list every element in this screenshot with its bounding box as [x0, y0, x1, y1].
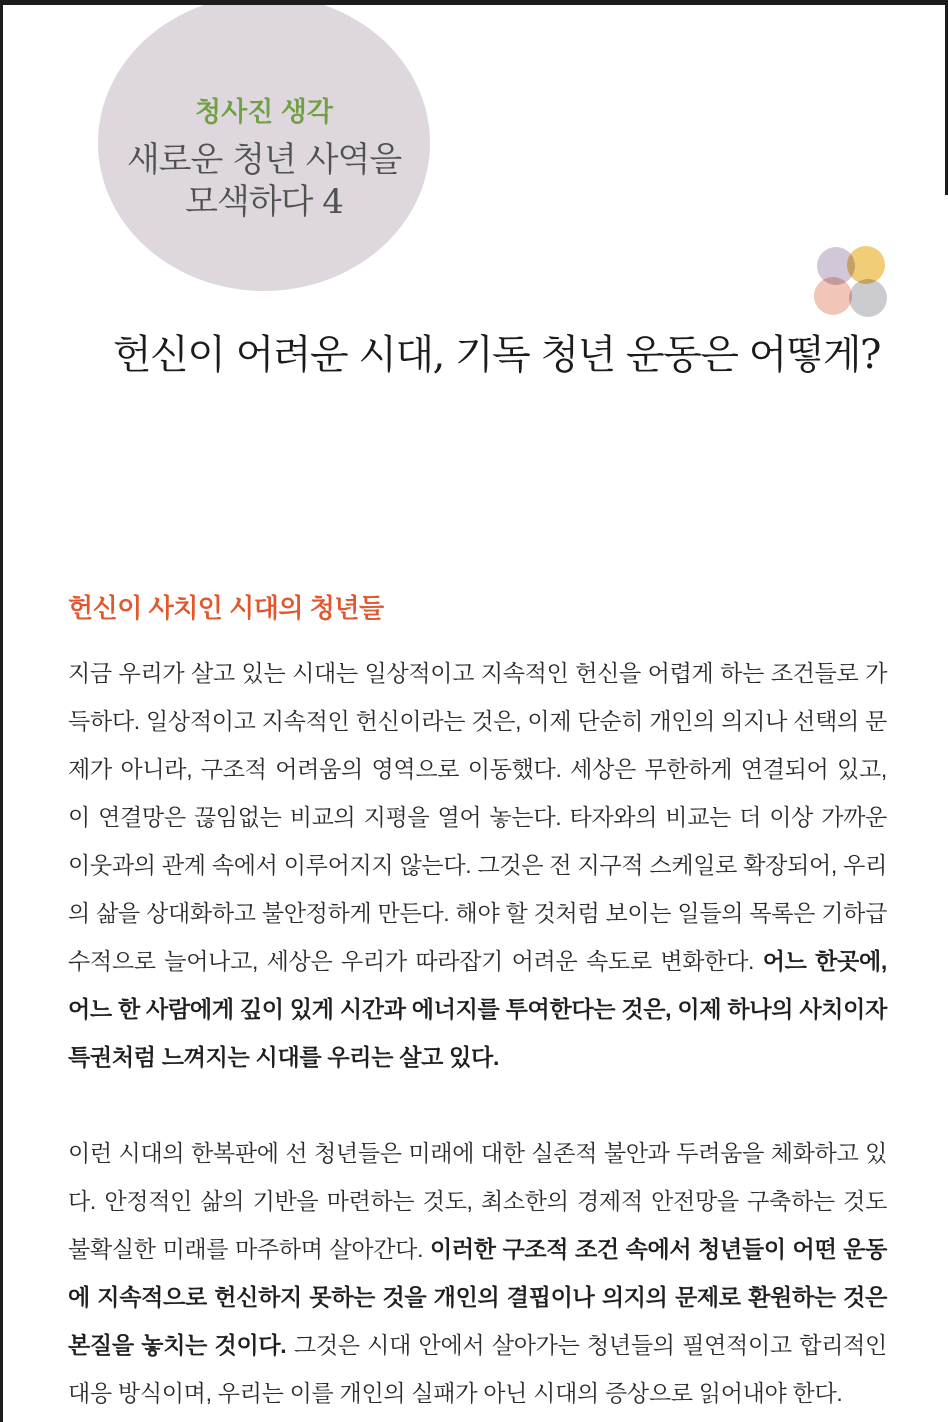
- body-text: 지금 우리가 살고 있는 시대는 일상적이고 지속적인 헌신을 어렵게 하는 조건들로 가득하다. 일상적이고 지속적인 헌신이라는 것은, 이제 단순히 개인의 의지나 선택의 문제가 아니라, 구조적 어려움의 영역으로 이동했다. 세상은 무한하게 연결되어 있고, 이 연결망은 끊임없는 비교의 지평을 열어 놓는다. 타자와의 비교는 더 이상 가까운 이웃과의 관계 속에서 이루어지지 않는다. 그것은 전 지구적 스케일로 확장되어, 우리의 삶을 상대화하고 불안정하게 만든다. 해야 할 것처럼 보이는 일들의 목록은 기하급수적으로 늘어나고, 세상은 우리가 따라잡기 어려운 속도로 변화한다.: [68, 660, 887, 974]
- section-badge-circle: [98, 0, 430, 291]
- article-title: 헌신이 어려운 시대, 기독 청년 운동은 어떻게?: [113, 332, 880, 378]
- section-heading: 헌신이 사치인 시대의 청년들: [68, 593, 384, 623]
- petal-salmon-icon: [814, 277, 852, 315]
- article-paragraphs: [68, 649, 887, 1417]
- body-text: 그것은 시대 안에서 살아가는 청년들의 필연적이고 합리적인 대응 방식이며, 우리는 이를 개인의 실패가 아닌 시대의 증상으로 읽어내야 한다.: [68, 1332, 887, 1406]
- emphasized-text: 이러한 구조적 조건 속에서 청년들이 어떤 운동에 지속적으로 헌신하지 못하는 것을 개인의 결핍이나 의지의 문제로 환원하는 것은 본질을 놓치는 것이다.: [68, 1236, 887, 1358]
- article-body: [68, 588, 887, 1417]
- section-kicker: 청사진 생각: [195, 96, 333, 127]
- body-text: 이런 시대의 한복판에 선 청년들은 미래에 대한 실존적 불안과 두려움을 체화하고 있다. 안정적인 삶의 기반을 마련하는 것도, 최소한의 경제적 안전망을 구축하는 것도 불확실한 미래를 마주하며 살아간다.: [68, 1140, 887, 1262]
- body-paragraph: [68, 649, 887, 1081]
- flower-motif-icon: [814, 246, 887, 317]
- petal-gray-icon: [849, 279, 887, 317]
- body-paragraph: [68, 1129, 887, 1417]
- emphasized-text: 어느 한곳에, 어느 한 사람에게 깊이 있게 시간과 에너지를 투여한다는 것은, 이제 하나의 사치이자 특권처럼 느껴지는 시대를 우리는 살고 있다.: [68, 948, 887, 1070]
- series-title-line2: 모색하다 4: [185, 181, 343, 222]
- series-title-line1: 새로운 청년 사역을: [126, 139, 402, 180]
